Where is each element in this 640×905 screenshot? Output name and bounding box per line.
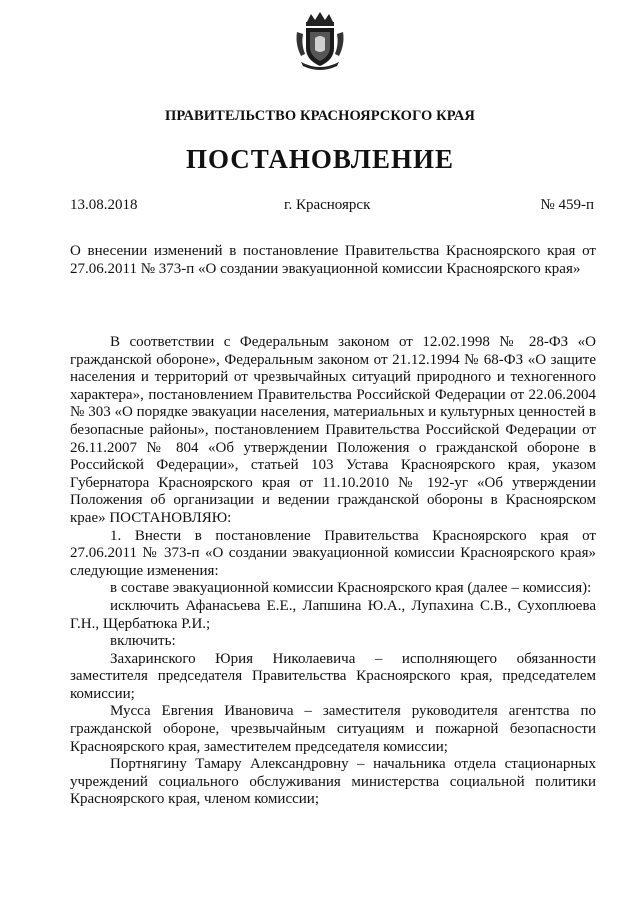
- document-type-title: ПОСТАНОВЛЕНИЕ: [185, 144, 455, 174]
- subject-text: О внесении изменений в постановление Правительства Красноярского края от 27.06.2011 № 373-п «О создании эвакуационной комиссии Красноярского края»: [70, 243, 596, 277]
- body-paragraph-include-heading: включить:: [110, 633, 176, 650]
- document-city: г. Красноярск: [284, 197, 371, 213]
- body-paragraph-commission-scope: в составе эвакуационной комиссии Красноярского края (далее – комиссия):: [110, 580, 592, 597]
- body-paragraph-member-portnyagina: Портнягину Тамару Александровну – начальника отдела стационарных учреждений социального обслуживания министерства социальной политики Красноярского края, членом комиссии;: [70, 756, 596, 808]
- government-title: ПРАВИТЕЛЬСТВО КРАСНОЯРСКОГО КРАЯ: [164, 108, 475, 124]
- document-meta-row: [70, 197, 594, 217]
- document-number: № 459-п: [540, 197, 594, 213]
- body-paragraph-exclude: исключить Афанасьева Е.Е., Лапшина Ю.А., Лупахина С.В., Сухоплюева Г.Н., Щербатюка Р.И.;: [70, 597, 596, 632]
- coat-of-arms-emblem: [293, 10, 347, 70]
- document-date: 13.08.2018: [70, 197, 138, 213]
- body-paragraph-preamble: В соответствии с Федеральным законом от 12.02.1998 № 28-ФЗ «О гражданской обороне», Федеральным законом от 21.12.1994 № 68-ФЗ «О защите населения и территорий от чрезвычайных ситуаций природного и техногенного характера», постановлением Правительства Российской Федерации от 22.06.2004 № 303 «О порядке эвакуации населения, материальных и культурных ценностей в безопасные районы», постановлением Правительства Российской Федерации от 26.11.2007 № 804 «Об утверждении Положения о гражданской обороне в Российской Федерации», статьей 103 Устава Красноярского края, указом Губернатора Красноярского края от 11.10.2010 № 192-уг «Об утверждении Положения об организации и ведении гражданской обороны в Красноярском крае» ПОСТАНОВЛЯЮ:: [70, 334, 596, 526]
- body-paragraph-member-zakharinsky: Захаринского Юрия Николаевича – исполняющего обязанности заместителя председателя Правительства Красноярского края, председателем комиссии;: [70, 650, 596, 702]
- document-subject: [70, 242, 596, 278]
- document-body: [70, 334, 596, 809]
- body-paragraph-member-muss: Мусса Евгения Ивановича – заместителя руководителя агентства по гражданской обороне, чрезвычайным ситуациям и пожарной безопасности Красноярского края, заместителем председателя комиссии;: [70, 703, 596, 755]
- body-paragraph-item-1: 1. Внести в постановление Правительства Красноярского края от 27.06.2011 № 373-п «О создании эвакуационной комиссии Красноярского края» следующие изменения:: [70, 527, 596, 579]
